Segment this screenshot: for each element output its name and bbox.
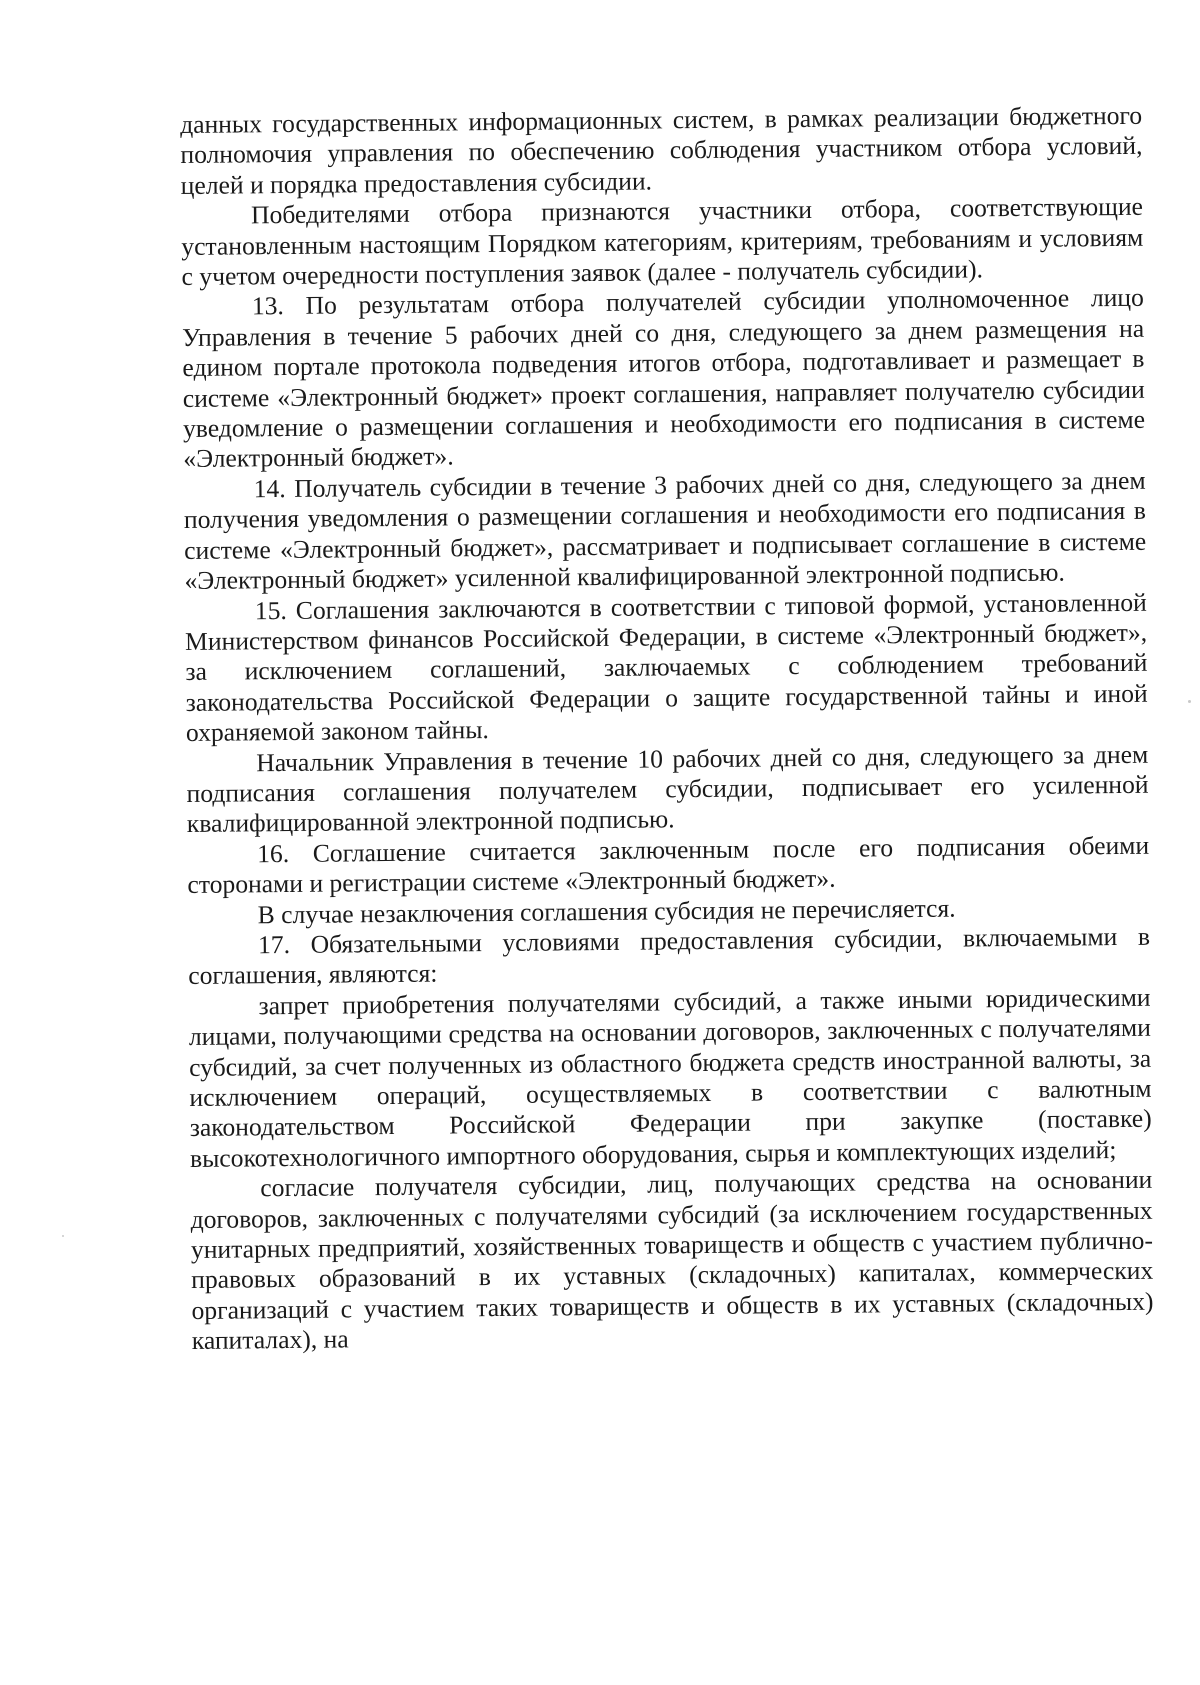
paragraph-item-15: 15. Соглашения заключаются в соответствии с типовой формой, установленной Министерством финансов Российской Федерации, в системе «Электронный бюджет», за исключением соглашений, заключаемых с соблюдением требований законодательства Российской Федерации о защите государственной тайны и иной охраняемой законом тайны.	[184, 587, 1148, 748]
paragraph-item-17: 17. Обязательными условиями предоставления субсидии, включаемыми в соглашения, являются:	[188, 921, 1151, 991]
scan-artifact	[62, 1235, 64, 1237]
paragraph-item-16: 16. Соглашение считается заключенным после его подписания обеими сторонами и регистрации системе «Электронный бюджет».	[187, 830, 1150, 900]
paragraph-head-signing: Начальник Управления в течение 10 рабочих дней со дня, следующего за днем подписания соглашения получателем субсидии, подписывает его усиленной квалифицированной электронной подписью.	[186, 739, 1149, 839]
document-body	[180, 101, 1154, 1357]
paragraph-continuation: данных государственных информационных систем, в рамках реализации бюджетного полномочия управления по обеспечению соблюдения участником отбора условий, целей и порядка предоставления субсидии.	[180, 100, 1143, 200]
paragraph-currency-ban: запрет приобретения получателями субсидий, а также иными юридическими лицами, получающими средства на основании договоров, заключенных с получателями субсидий, за счет полученных из областного бюджета средств иностранной валюты, за исключением операций, осуществляемых в соответствии с валютным законодательством Российской Федерации при закупке (поставке) высокотехнологичного импортного оборудования, сырья и комплектующих изделий;	[188, 982, 1152, 1173]
paragraph-item-14: 14. Получатель субсидии в течение 3 рабочих дней со дня, следующего за днем получения уведомления о размещении соглашения и необходимости его подписания в системе «Электронный бюджет», рассматривает и подписывает соглашение в системе «Электронный бюджет» усиленной квалифицированной электронной подписью.	[183, 465, 1147, 596]
paragraph-consent: согласие получателя субсидии, лиц, получающих средства на основании договоров, заключенных с получателями субсидий (за исключением государственных унитарных предприятий, хозяйственных товариществ и обществ с участием публично-правовых образований в их уставных (складочных) капиталах, коммерческих организаций с участием таких товариществ и обществ в их уставных (складочных) капиталах), на	[190, 1164, 1154, 1356]
paragraph-no-agreement: В случае незаключения соглашения субсидия не перечисляется.	[257, 893, 956, 929]
paragraph-item-13: 13. По результатам отбора получателей субсидии уполномоченное лицо Управления в течение 5 рабочих дней со дня, следующего за днем размещения на едином портале протокола подведения итогов отбора, подготавливает и размещает в системе «Электронный бюджет» проект соглашения, направляет получателю субсидии уведомление о размещении соглашения и необходимости его подписания в системе «Электронный бюджет».	[182, 283, 1146, 474]
paragraph-winners: Победителями отбора признаются участники отбора, соответствующие установленным настоящим Порядком категориям, критериям, требованиям и условиям с учетом очередности поступления заявок (далее - получатель субсидии).	[181, 191, 1144, 292]
scan-artifact	[1188, 700, 1191, 703]
